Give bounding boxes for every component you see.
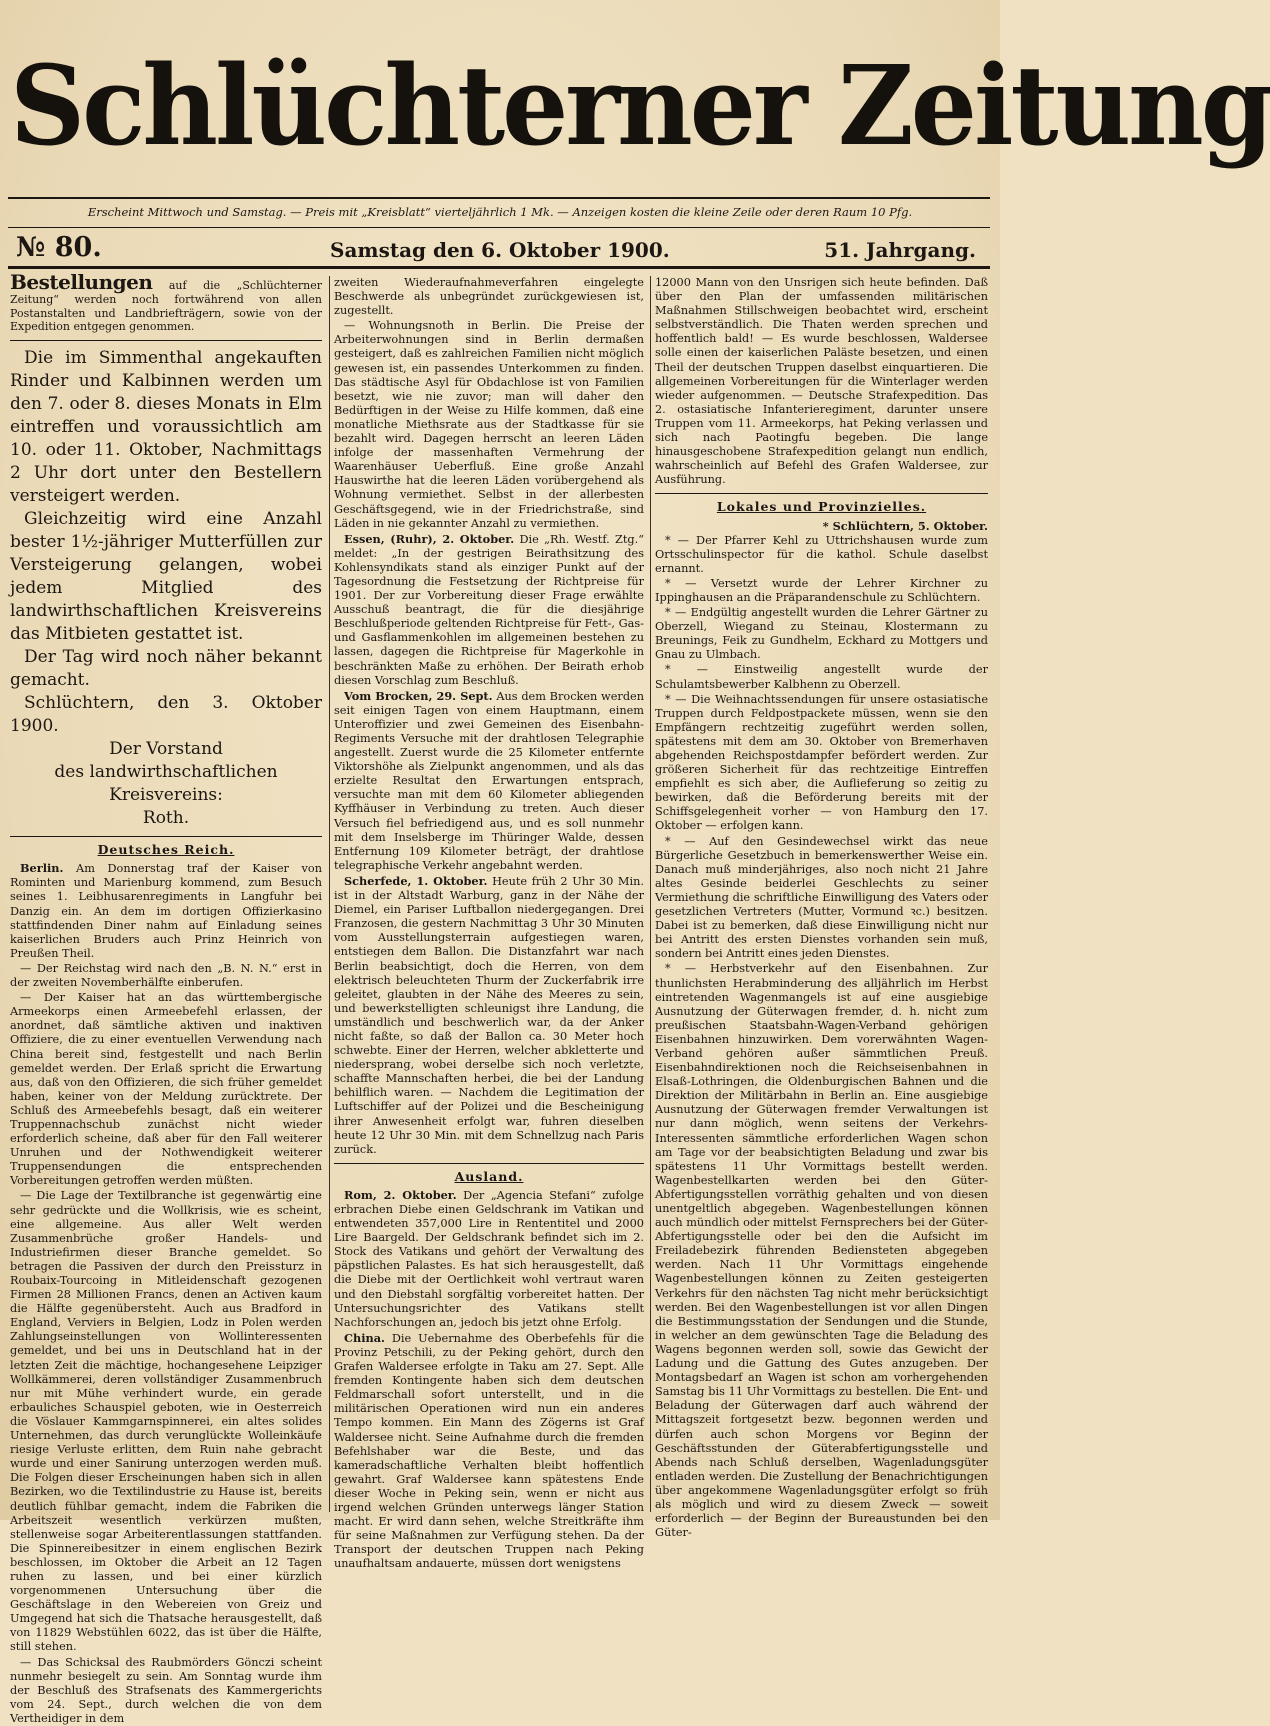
bestellungen-heading: Bestellungen [10,270,153,294]
article-paragraph: — Wohnungsnoth in Berlin. Die Preise der Arbeiterwohnungen sind in Berlin dermaßen gesteigert, daß es zahlreichen Familien nicht möglich gewesen ist, ein passendes Unterkommen zu finden. Das städtische Asyl für Obdachlose ist von Familien besetzt, wie nie zuvor; man will daher den Bedürftigen in der Weise zu Hilfe kommen, daß eine monatliche Miethsrate aus der Stadtkasse für sie bezahlt wird. Dagegen herrscht an leeren Läden infolge der massenhaften Vermehrung der Waarenhäuser Ueberfluß. Eine große Anzahl Hauswirthe hat die leeren Läden vorübergehend als Wohnung vermiethet. Selbst in der allerbesten Geschäftsgegend, wie in der Friedrichstraße, sind Läden in nie gekannter Anzahl zu vermiethen. [334,319,644,530]
article-location: Berlin. [20,861,64,876]
dateline-rule [8,266,990,269]
article-paragraph: — Der Reichstag wird nach den „B. N. N.“ erst in der zweiten Novemberhälfte einberufen. [10,961,322,990]
notice-place-date: Schlüchtern, den 3. Oktober 1900. [10,693,322,737]
article-paragraph: zweiten Wiederaufnahmeverfahren eingelegte Beschwerde als unbegründet zurückgewiesen ist, zugestellt. [334,276,644,318]
section-rule [334,1163,644,1164]
issue-number: № 80. [16,232,102,263]
article-paragraph: Essen, (Ruhr), 2. Oktober. Die „Rh. Westf. Ztg.“ meldet: „In der gestrigen Beirathsitzung des Kohlensyndikats stand als einziger Punkt auf der Tagesordnung die Festsetzung der Richtpreise für 1901. Der zur Vorbereitung dieser Frage erwählte Ausschuß beantragt, die für die diesjährige Beschlußperiode geltenden Richtpreise für Fett-, Gas- und Gasflammenkohlen im allgemeinen bestehen zu lassen, dagegen die Richtpreise für Magerkohle in beschränkten Maße zu erhöhen. Der Beirath erhob diesen Vorschlag zum Beschluß. [334,531,644,687]
bestellungen-notice [10,270,322,334]
article-paragraph: — Das Schicksal des Raubmörders Gönczi scheint nunmehr besiegelt zu sein. Am Sonntag wurde ihm der Beschluß des Strafsenats des Kammergerichts vom 24. Sept., durch welchen die von dem Vertheidiger in dem [10,1655,322,1725]
notice-signature: Roth. [142,808,190,829]
volume-year: 51. Jahrgang. [824,238,976,262]
masthead-title: Schlüchterner Zeitung [10,40,1270,171]
section-rule [10,836,322,837]
article-paragraph: * — Der Pfarrer Kehl zu Uttrichshausen wurde zum Ortsschulinspector für die kathol. Schule daselbst ernannt. [655,533,988,575]
article-paragraph: * — Auf den Gesindewechsel wirkt das neue Bürgerliche Gesetzbuch in bemerkenswerther Weise ein. Danach muß minderjähriges, also noch nicht 21 Jahre altes Gesinde beiderlei Geschlechts zu seiner Vermiethung die schriftliche Einwilligung des Vaters oder gesetzlichen Vertreters (Mutter, Vormund ꝛc.) besitzen. Dabei ist zu bemerken, daß diese Einwilligung nicht nur bei Antritt des ersten Dienstes vorhanden sein muß, sondern bei Antritt eines jeden Dienstes. [655,834,988,961]
article-paragraph: — Der Kaiser hat an das württembergische Armeekorps einen Armeebefehl erlassen, der anordnet, daß sämtliche aktiven und inaktiven Offiziere, die zu einer eventuellen Verwendung nach China bereit sind, festgestellt und nach Berlin gemeldet werden. Der Erlaß spricht die Erwartung aus, daß von den Offizieren, die sich früher gemeldet haben, keiner von der Meldung zurücktrete. Der Schluß des Armeebefehls besagt, daß ein weiterer Truppennachschub zunächst nicht wieder erforderlich scheine, daß aber für den Fall weiterer Unruhen und der Nothwendigkeit weiterer Truppensendungen die entsprechenden Vorbereitungen getroffen werden müßten. [10,991,322,1188]
column-2 [334,276,645,1571]
masthead-rule [8,197,990,199]
article-paragraph: China. Die Uebernahme des Oberbefehls für die Provinz Petschili, zu der Peking gehört, durch den Grafen Waldersee erfolgte in Taku am 27. Sept. Alle fremden Kontingente haben sich dem deutschen Feldmarschall sofort unterstellt, und in die militärischen Operationen wird nun ein anderes Tempo kommen. Ein Mann des Zögerns ist Graf Waldersee nicht. Seine Aufnahme durch die fremden Befehlshaber war die Beste, und das kameradschaftliche Verhalten bleibt hoffentlich gewahrt. Graf Waldersee kann spätestens Ende dieser Woche in Peking sein, wenn er nicht aus irgend welchen Gründen unterwegs länger Station macht. Er wird dann sehen, welche Streitkräfte ihm für seine Maßnahmen zur Verfügung stehen. Da der Transport der deutschen Truppen nach Peking unaufhaltsam andauerte, müssen dort wenigstens [334,1330,644,1571]
column-divider [650,276,651,1512]
article-paragraph: Scherfede, 1. Oktober. Heute früh 2 Uhr 30 Min. ist in der Altstadt Warburg, ganz in der Nähe der Diemel, ein Pariser Luftballon niedergegangen. Drei Franzosen, die gestern Nachmittag 3 Uhr 30 Minuten vom Ausstellungsterrain aufgestiegen waren, entstiegen dem Ballon. Die Distanzfahrt war nach Berlin beabsichtigt, doch die Herren, von dem elektrisch beleuchteten Thurm der Zuckerfabrik irre geleitet, glaubten in der Nähe des Meeres zu sein, und bewerkstelligten schleunigst ihre Landung, die umständlich und beschwerlich war, da der Anker nicht faßte, so daß der Ballon ca. 30 Meter hoch schwebte. Einer der Herren, welcher abkletterte und niedersprang, wobei derselbe sich noch verletzte, schaffte Mannschaften herbei, die bei der Landung behilflich waren. — Nachdem die Legitimation der Luftschiffer auf der Polizei und die Bescheinigung ihrer Anwesenheit erfolgt war, fuhren dieselben heute 12 Uhr 30 Min. mit dem Schnellzug nach Paris zurück. [334,873,644,1156]
column-divider [329,276,330,1512]
article-paragraph: * — Die Weihnachtssendungen für unsere ostasiatische Truppen durch Feldpostpackete müssen, wenn sie den Empfängern rechtzeitig zugeführt werden sollen, spätestens mit dem am 30. Oktober von Bremerhaven abgehenden Reichspostdampfer befördert werden. Zur größeren Sicherheit für das rechtzeitige Eintreffen empfiehlt es sich aber, die Auflieferung so zeitig zu bewirken, daß die Beförderung bereits mit der Schiffsgelegenheit vorher — von Hamburg den 17. Oktober — erfolgen kann. [655,692,988,833]
notice-rule [10,340,322,341]
section-title-ausland: Ausland. [454,1168,524,1184]
article-paragraph: Vom Brocken, 29. Sept. Aus dem Brocken werden seit einigen Tagen von einem Hauptmann, einem Unteroffizier und zwei Gemeinen des Eisenbahn-Regiments Versuche mit der drahtlosen Telegraphie angestellt. Zuerst wurde die 25 Kilometer entfernte Viktorshöhe als Zielpunkt angenommen, und als das erzielte Resultat den Erwartungen entsprach, versuchte man mit dem 60 Kilometer abliegenden Kyffhäuser in Verbindung zu treten. Auch dieser Versuch fiel befriedigend aus, und es soll nunmehr mit dem Inselsberge im Thüringer Walde, dessen Entfernung 109 Kilometer beträgt, der drahtlose telegraphische Verkehr angebahnt werden. [334,688,645,872]
notice-signature: Der Vorstand [109,739,223,760]
article-location: China. [344,1330,385,1345]
auction-notice [10,347,322,830]
article-paragraph: 12000 Mann von den Unsrigen sich heute befinden. Daß über den Plan der umfassenden militärischen Maßnahmen Stillschweigen beobachtet wird, erscheint selbstverständlich. Die Thaten werden sprechen und hoffentlich bald! — Es wurde beschlossen, Waldersee solle einen der kaiserlichen Paläste besetzen, und einen Theil der deutschen Truppen daselbst einquartieren. Die allgemeinen Vorbereitungen für die Winterlager werden wieder aufgenommen. — Deutsche Strafexpedition. Das 2. ostasiatische Infanterieregiment, darunter unsere Truppen vom 11. Armeekorps, hat Peking verlassen und sich nach Paotingfu begeben. Die lange hinausgeschobene Strafexpedition gelangt nun endlich, wahrscheinlich auf Befehl des Grafen Waldersee, zur Ausführung. [655,276,988,487]
article-paragraph: * — Endgültig angestellt wurden die Lehrer Gärtner zu Oberzell, Wiegand zu Steinau, Klostermann zu Breunings, Feik zu Gundhelm, Eckhard zu Mottgers und Gnau zu Ulmbach. [655,606,988,662]
notice-paragraph: Der Tag wird noch näher bekannt gemacht. [10,647,322,691]
column-1 [10,270,322,1725]
article-paragraph: — Die Lage der Textilbranche ist gegenwärtig eine sehr gedrückte und die Wollkrisis, wie es scheint, eine allgemeine. Aus aller Welt werden Zusammenbrüche großer Handels- und Industriefirmen dieser Branche gemeldet. So betragen die Passiven der durch den Preissturz in Roubaix-Tourcoing in Mitleidenschaft gezogenen Firmen 28 Millionen Francs, denen an Activen kaum die Hälfte gegenübersteht. Auch aus Bradford in England, Verviers in Belgien, Lodz in Polen werden Zahlungseinstellungen von Wollinteressenten gemeldet, und bei uns in Deutschland hat in der letzten Zeit die mächtige, hochangesehene Leipziger Wollkämmerei, deren vollständiger Zusammenbruch nur mit Mühe verhindert wurde, ein gerade erbauliches Schauspiel geboten, wie in Oesterreich die Vöslauer Kammgarnspinnerei, ein altes solides Unternehmen, das durch verunglückte Wolleinkäufe riesige Verluste erlitten, dem Ruin nahe gebracht wurde und einer Sanirung unterzogen werden muß. Die Folgen dieser Erscheinungen haben sich in allen Bezirken, wo die Textilindustrie zu Hause ist, bereits deutlich fühlbar gemacht, indem die Fabriken die Arbeitszeit wesentlich verkürzen mußten, stellenweise sogar Arbeiterentlassungen stattfanden. Die Spinnereibesitzer in einem englischen Bezirk beschlossen, im Oktober die Arbeit an 12 Tagen ruhen zu lassen, und bei einer kürzlich vorgenommenen Untersuchung über die Geschäftslage in den Webereien von Greiz und Umgegend hat sich die Thatsache herausgestellt, daß von 11829 Webstühlen 6022, das ist über die Hälfte, still stehen. [10,1189,322,1654]
article-paragraph: * — Versetzt wurde der Lehrer Kirchner zu Ippinghausen an die Präparandenschule zu Schlüchtern. [655,576,988,604]
bestellungen-text: auf die „Schlüchterner Zeitung“ werden noch fortwährend von allen Postanstalten und Landbriefträgern, sowie von der Expedition entgegen genommen. [10,279,322,334]
notice-signature: des landwirthschaftlichen Kreisvereins: [54,762,278,806]
section-title-deutsches-reich: Deutsches Reich. [97,842,235,858]
subscription-info: Erscheint Mittwoch und Samstag. — Preis mit „Kreisblatt“ vierteljährlich 1 Mk. — Anzeigen kosten die kleine Zeile oder deren Raum 10 Pfg. [87,205,913,219]
subhead-rule [8,227,990,228]
article-paragraph: * — Herbstverkehr auf den Eisenbahnen. Zur thunlichsten Herabminderung des alljährlich im Herbst eintretenden Wagenmangels ist auf eine ausgiebige Ausnutzung der Güterwagen fremder, d. h. nicht zum preußischen Staatsbahn-Wagen-Verband gehörigen Eisenbahnen hinzuwirken. Dem vorerwähnten Wagen-Verband gehören außer sämmtlichen Preuß. Eisenbahndirektionen noch die Reichseisenbahnen in Elsaß-Lothringen, die Oldenburgischen Bahnen und die Direktion der Militärbahn in Berlin an. Eine ausgiebige Ausnutzung der Güterwagen fremder Verwaltungen ist nur dann möglich, wenn seitens der Verkehrs-Interessenten sämmtliche erforderlichen Wagen schon am Tage vor der beabsichtigten Beladung und zwar bis spätestens 11 Uhr Vormittags bestellt werden. Wagenbestellkarten werden bei den Güter-Abfertigungsstellen vorräthig gehalten und von diesen unentgeltlich abgegeben. Wagenbestellungen können auch mündlich oder mittelst Fernsprechers bei der Güter-Abfertigungsstelle oder bei den die Aufsicht im Freiladebezirk führenden Bediensteten abgegeben werden. Nach 11 Uhr Vormittags eingehende Wagenbestellungen können zu Zeiten gesteigerten Verkehrs für den nächsten Tag nicht mehr berücksichtigt werden. Bei den Wagenbestellungen ist vor allen Dingen die Bestimmungsstation der Sendungen und die Stunde, in welcher an dem gewünschten Tage die Beladung des Wagens begonnen werden soll, sowie das Gewicht der Ladung und die Gattung des Gutes anzugeben. Der Montagsbedarf an Wagen ist schon am vorhergehenden Samstag bis 11 Uhr Vormittags zu bestellen. Die Ent- und Beladung der Güterwagen darf auch während der Mittagszeit fortgesetzt bezw. begonnen werden und dürfen auch schon Morgens vor Beginn der Geschäftsstunden der Güterabfertigungsstelle und Abends nach Schluß derselben, Wagenladungsgüter entladen werden. Die Zustellung der Benachrichtigungen über angekommene Wagenladungsgüter erfolgt so früh als möglich und wird zu diesem Zweck — soweit erforderlich — der Beginn der Bureaustunden bei den Güter- [655,962,989,1540]
article-paragraph: Rom, 2. Oktober. Der „Agencia Stefani“ zufolge erbrachen Diebe einen Geldschrank im Vatikan und entwendeten 357,000 Lire in Rententitel und 2000 Lire Baargeld. Der Geldschrank befindet sich im 2. Stock des Vatikans und gehört der Verwaltung des päpstlichen Palastes. Es hat sich herausgestellt, daß die Diebe mit der Oertlichkeit wohl vertraut waren und den Diebstahl sorgfältig vorbereitet hatten. Der Untersuchungsrichter des Vatikans stellt Nachforschungen an, jedoch bis jetzt ohne Erfolg. [334,1187,644,1329]
issue-date: Samstag den 6. Oktober 1900. [330,238,670,262]
section-rule [655,493,988,494]
notice-paragraph: Die im Simmenthal angekauften Rinder und Kalbinnen werden um den 7. oder 8. dieses Monats in Elm eintreffen und voraussichtlich am 10. oder 11. Oktober, Nachmittags 2 Uhr dort unter den Bestellern versteigert werden. [10,348,322,507]
article-location: Rom, 2. Oktober. [344,1187,457,1202]
notice-paragraph: Gleichzeitig wird eine Anzahl bester 1½-jähriger Mutterfüllen zur Versteigerung gelangen, wobei jedem Mitglied des landwirthschaftlichen Kreisvereins das Mitbieten gestattet ist. [10,509,322,645]
article-paragraph: * — Einstweilig angestellt wurde der Schulamtsbewerber Kalbhenn zu Oberzell. [655,663,988,691]
section-title-lokales: Lokales und Provinzielles. [716,499,927,515]
article-paragraph: Berlin. Am Donnerstag traf der Kaiser von Rominten und Marienburg kommend, zum Besuch seines 1. Leibhusarenregiments in Langfuhr bei Danzig ein. An dem im dortigen Offizierkasino stattfindenden Diner nahm auf Einladung seines kaiserlichen Bruders auch Prinz Heinrich von Preußen Theil. [10,861,322,960]
column-3 [655,276,989,1540]
article-location: Scherfede, 1. Oktober. [344,873,488,888]
dateline [10,232,990,268]
article-location: Essen, (Ruhr), 2. Oktober. [344,531,515,546]
article-location: Vom Brocken, 29. Sept. [344,688,493,703]
local-dateline: * Schlüchtern, 5. Oktober. [822,518,988,533]
